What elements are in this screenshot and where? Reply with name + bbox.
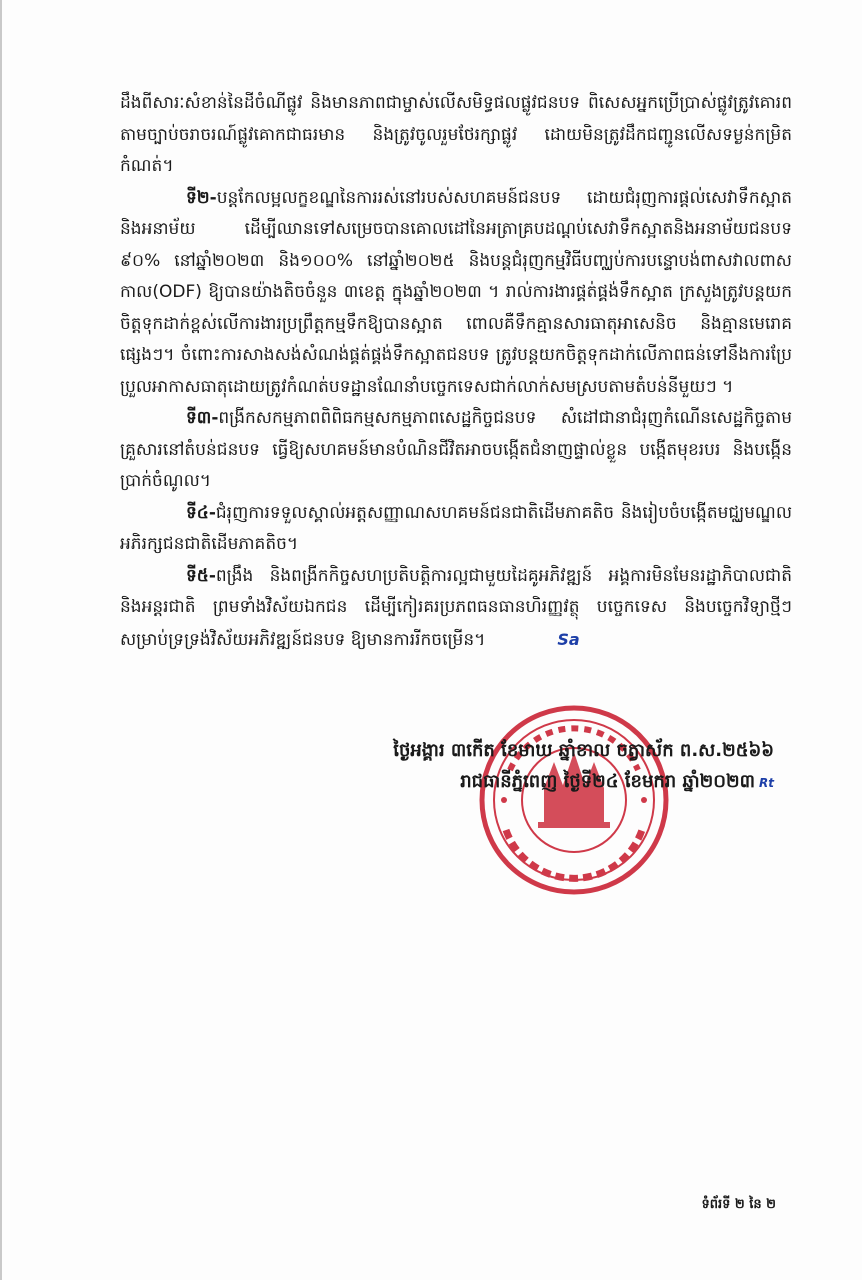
paragraph-item-3	[120, 403, 792, 498]
item-number: ទី២-	[186, 187, 217, 208]
paragraph-item-2	[120, 183, 792, 404]
item-number: ទី៣-	[186, 408, 219, 428]
handwritten-initial: Sa	[557, 629, 580, 649]
paragraph-text: ពង្រឹង និងពង្រីកកិច្ចសហប្រតិបត្តិការល្អជាមួយដៃគូអភិវឌ្ឍន៍ អង្គការមិនមែនរដ្ឋាភិបាលជាតិ និងអន្តរជាតិ ព្រមទាំងវិស័យឯកជន ដើម្បីកៀរគរប្រភពធនធានហិរញ្ញវត្ថុ បច្ចេកទេស និងបច្ចេកវិទ្យាថ្មីៗ សម្រាប់ទ្រទ្រង់វិស័យអភិវឌ្ឍន៍ជនបទ ឱ្យមានការរីកចម្រើន។	[120, 565, 792, 650]
item-number: ទី៤-	[186, 502, 216, 523]
document-body	[120, 88, 792, 656]
signature-date-block	[354, 735, 774, 799]
lunar-date: ថ្ងៃអង្គារ ៣កើត ខែមាឃ ឆ្នាំខាល ចត្វាស័ក ព.ស.២៥៦៦	[393, 740, 774, 761]
paragraph-item-4	[120, 498, 792, 561]
paragraph-item-5	[120, 561, 792, 657]
paragraph-text: ដឹងពីសារៈសំខាន់នៃដីចំណីផ្លូវ និងមានភាពជាម្ចាស់លើសមិទ្ធផលផ្លូវជនបទ ពិសេសអ្នកប្រើប្រាស់ផ្លូវត្រូវគោរពតាមច្បាប់ចរាចរណ៍ផ្លូវគោកជាធរមាន និងត្រូវចូលរួមថែរក្សាផ្លូវ ដោយមិនត្រូវដឹកជញ្ជូនលើសទម្ងន់កម្រិតកំណត់។	[120, 93, 792, 176]
official-seal-stamp	[474, 700, 674, 900]
paragraph-text: ពង្រីកសកម្មភាពពិពិធកម្មសកម្មភាពសេដ្ឋកិច្ចជនបទ សំដៅជានាជំរុញកំណើនសេដ្ឋកិច្ចតាមគ្រួសារនៅតំបន់ជនបទ ធ្វើឱ្យសហគមន៍មានបំណិនជីវិតអាចបង្កើតជំនាញផ្ទាល់ខ្លួន បង្កើតមុខរបរ និងបង្កើនប្រាក់ចំណូល។	[120, 408, 792, 491]
paragraph-continuation	[120, 88, 792, 183]
solar-date-text: រាជធានីភ្នំពេញ ថ្ងៃទី២៤ ខែមករា ឆ្នាំ២០២៣	[460, 771, 756, 792]
place-and-solar-date	[354, 766, 774, 799]
page-number: ទំព័រទី ២ នៃ ២	[701, 1197, 776, 1212]
handwritten-initial-date: Rt	[759, 776, 774, 790]
item-number: ទី៥-	[186, 565, 216, 586]
paragraph-text: បន្តកែលម្អលក្ខខណ្ឌនៃការរស់នៅរបស់សហគមន៍ជនបទ ដោយជំរុញការផ្តល់សេវាទឹកស្អាត និងអនាម័យ ដើម្បីឈានទៅសម្រេចបានគោលដៅនៃអត្រាគ្របដណ្តប់សេវាទឹកស្អាតនិងអនាម័យជនបទ ៩០% នៅឆ្នាំ២០២៣ និង១០០% នៅឆ្នាំ២០២៥ និងបន្តជំរុញកម្មវិធីបញ្ឈប់ការបន្ទោបង់ពាសវាលពាសកាល(ODF) ឱ្យបានយ៉ាងតិចចំនួន ៣ខេត្ត ក្នុងឆ្នាំ២០២៣ ។ រាល់ការងារផ្គត់ផ្គង់ទឹកស្អាត ក្រសួងត្រូវបន្តយកចិត្តទុកដាក់ខ្ពស់លើការងារប្រព្រឹត្តកម្មទឹកឱ្យបានស្អាត ពោលគឺទឹកគ្មានសារធាតុអាសេនិច និងគ្មានមេរោគផ្សេងៗ។ ចំពោះការសាងសង់សំណង់ផ្គត់ផ្គង់ទឹកស្អាតជនបទ ត្រូវបន្តយកចិត្តទុកដាក់លើភាពធន់ទៅនឹងការប្រែប្រួលអាកាសធាតុដោយត្រូវកំណត់បទដ្ឋានណែនាំបច្ចេកទេសជាក់លាក់សមស្របតាមតំបន់នីមួយៗ ។	[120, 187, 792, 397]
paragraph-text: ជំរុញការទទួលស្គាល់អត្តសញ្ញាណសហគមន៍ជនជាតិដើមភាគតិច និងរៀបចំបង្កើតមជ្ឈមណ្ឌលអភិរក្សជនជាតិដើមភាគតិច។	[120, 502, 792, 554]
